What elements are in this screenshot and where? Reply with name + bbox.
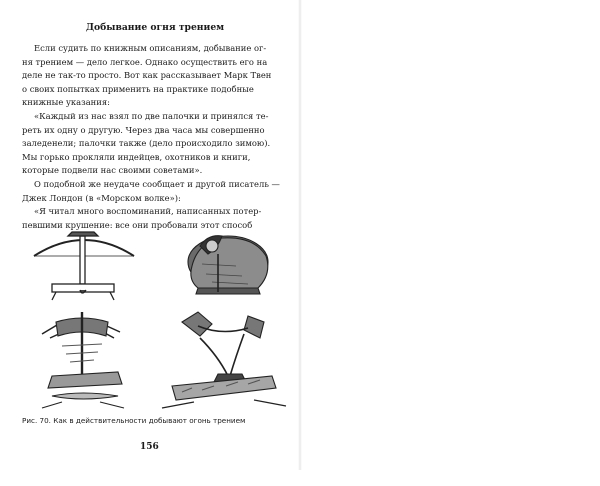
text-line: книжные указания:: [22, 97, 110, 108]
text-line: о своих попытках применить на практике подобные: [22, 83, 254, 94]
text-line: О подобной же неудаче сообщает и другой писатель —: [34, 178, 280, 189]
text-line: «Я читал много воспоминаний, написанных потер-: [34, 206, 262, 217]
text-line: ня трением — дело легкое. Однако осуществить его на: [22, 56, 268, 67]
section-heading: Добывание огня трением: [85, 22, 225, 33]
left-page-text: [22, 42, 290, 232]
right-page: [300, 0, 600, 470]
text-line: реть их одну о другую. Через два часа мы совершенно: [22, 124, 265, 135]
fire-by-friction-illustrations: [22, 226, 290, 414]
figure-caption: Рис. 70. Как в действительности добывают огонь трением: [22, 416, 246, 425]
bow-drill-illustration: [34, 232, 134, 300]
text-line: Джек Лондон (в «Морском волке»):: [22, 192, 181, 203]
text-line: певшими крушение: все они пробовали этот способ: [22, 219, 253, 230]
text-line: Если судить по книжным описаниям, добывание ог-: [34, 43, 267, 53]
fire-drill-with-hands-illustration: [42, 312, 124, 408]
text-line: которые подвели нас своими советами».: [22, 165, 203, 176]
illustration-svg: [22, 226, 290, 414]
text-line: «Каждый из нас взял по две палочки и принялся те-: [34, 110, 269, 121]
left-page: [0, 0, 300, 470]
text-line: деле не так-то просто. Вот как рассказывает Марк Твен: [22, 70, 272, 81]
text-line: заледенели; палочки также (дело происходило зимою).: [22, 138, 271, 149]
page-number-left: 156: [140, 442, 159, 452]
fire-plough-illustration: [162, 312, 286, 408]
text-line: Мы горько прокляли индейцев, охотников и книги,: [22, 151, 251, 162]
kneeling-man-illustration: [188, 236, 268, 294]
